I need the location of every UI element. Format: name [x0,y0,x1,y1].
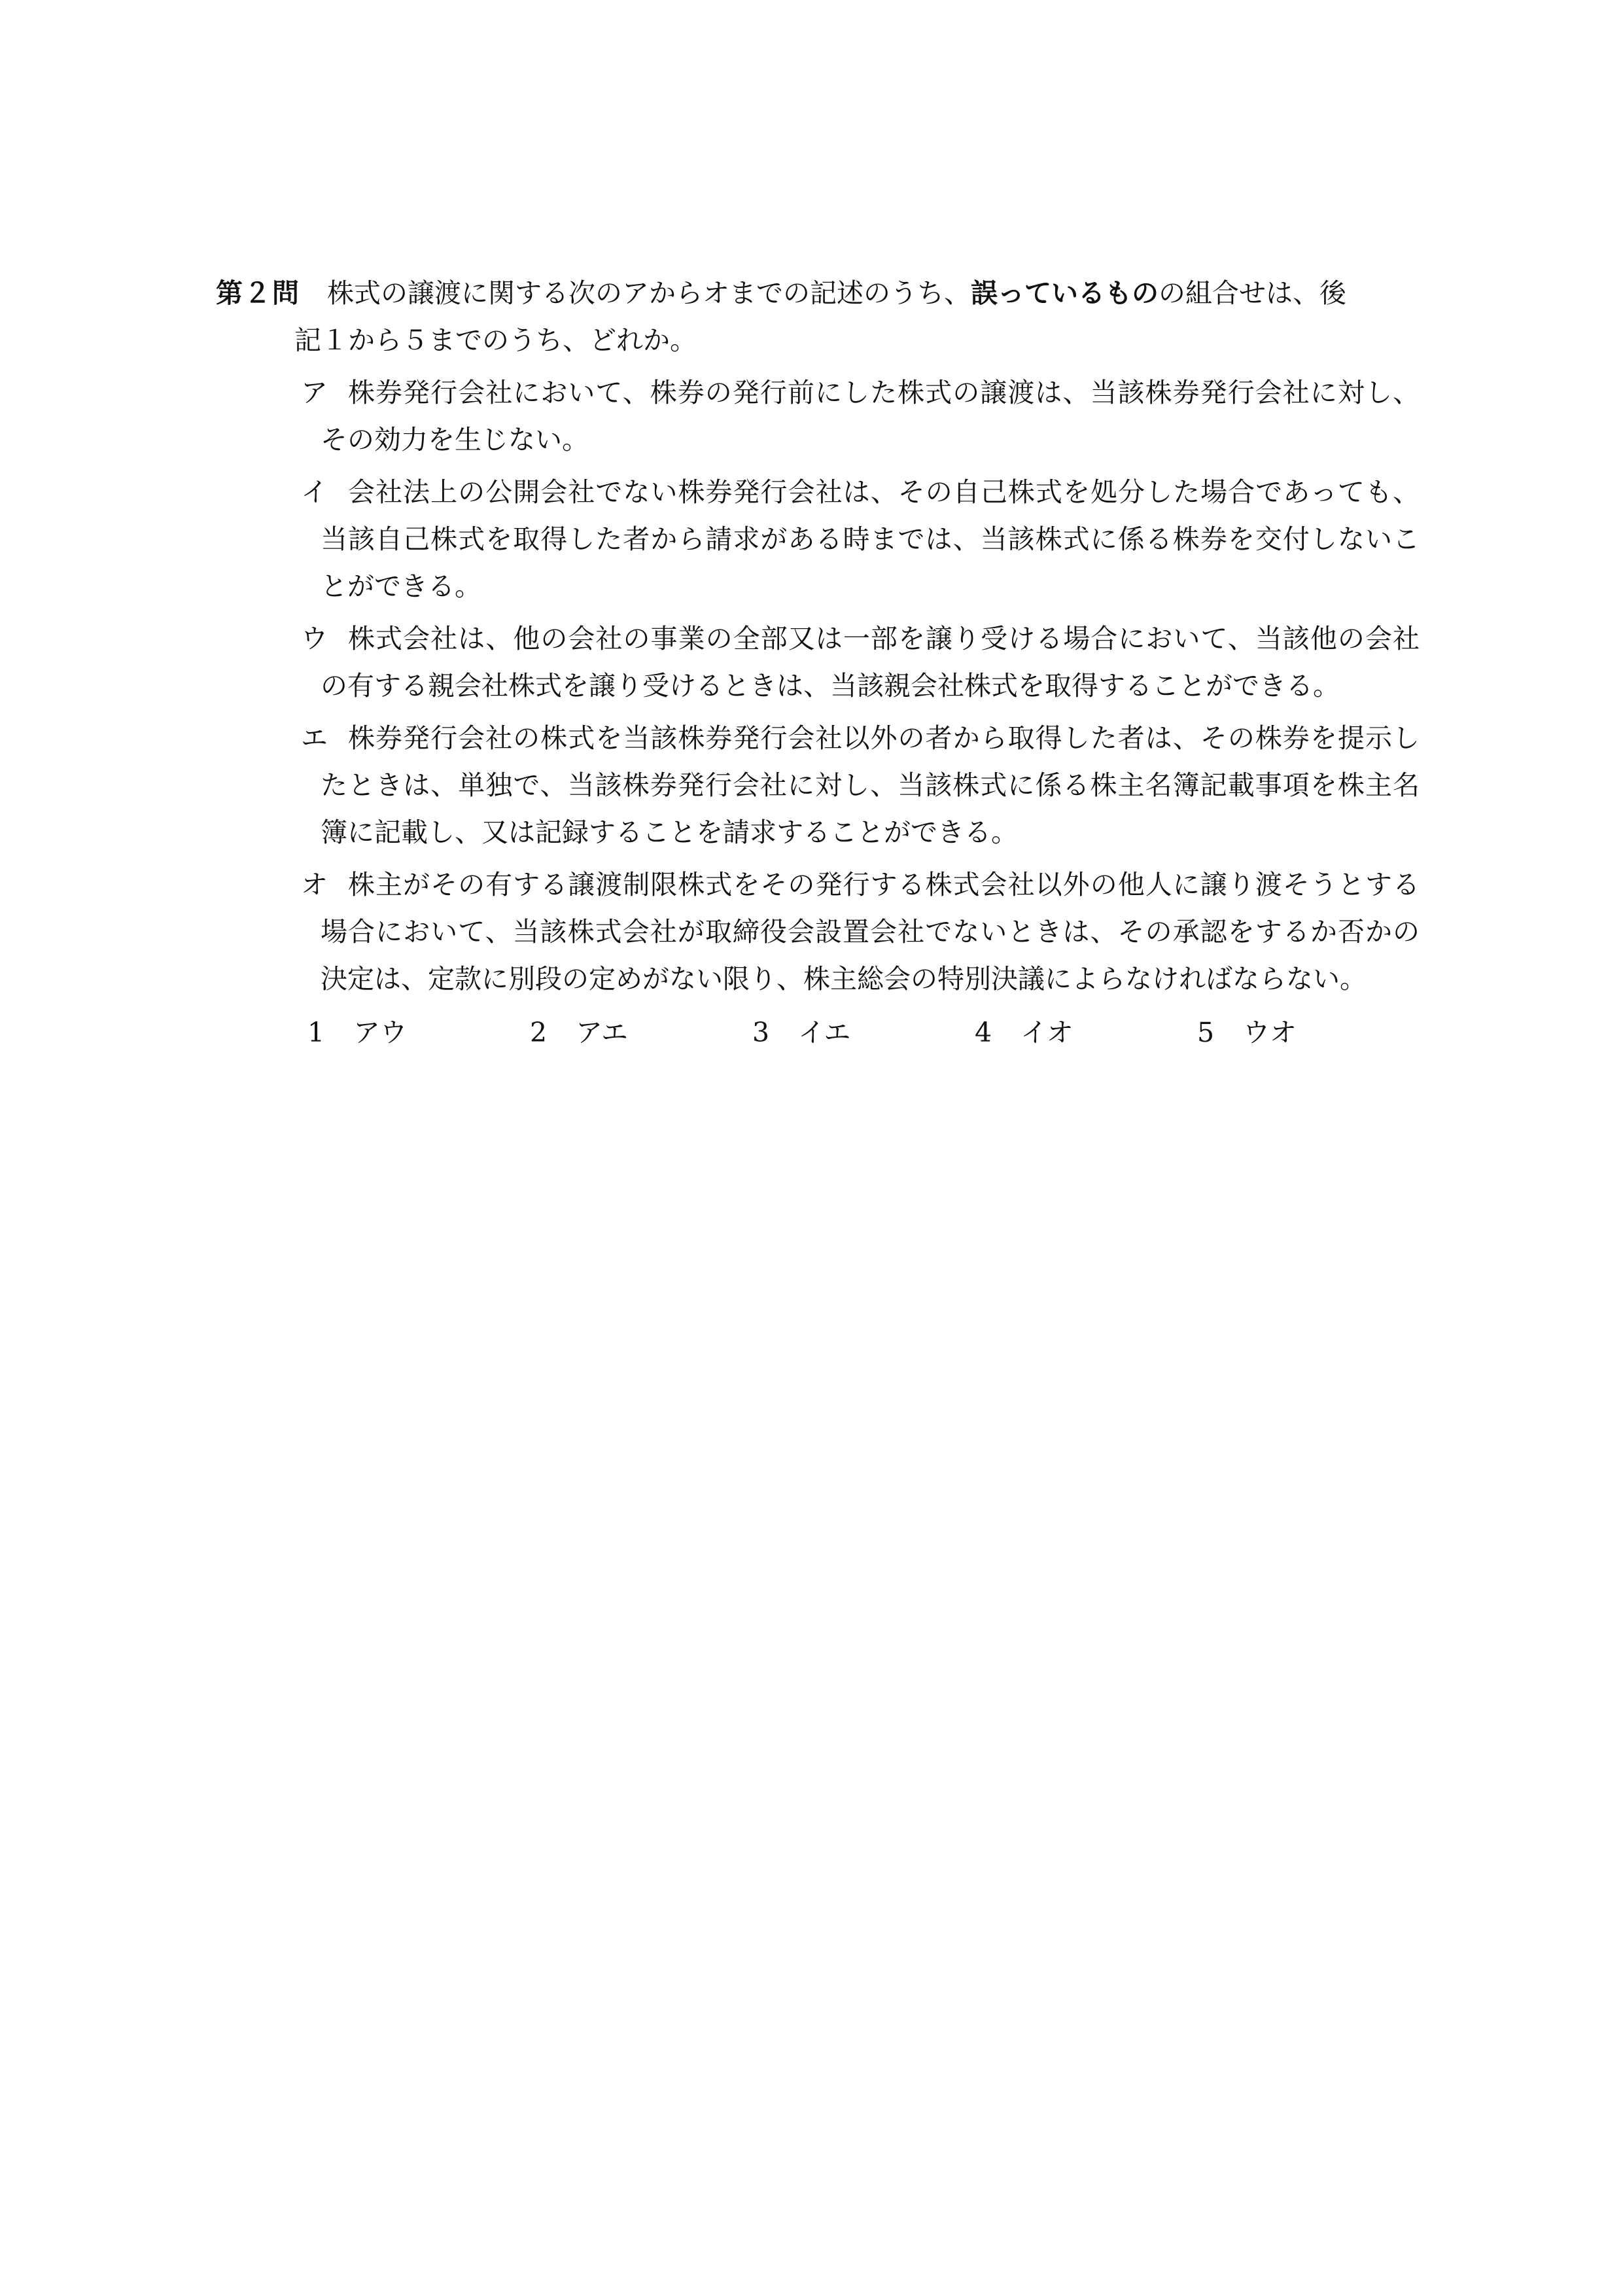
question-stem [327,270,1420,317]
statement-list [216,369,1420,1002]
statement-marker: イ [301,476,328,508]
choice-combo: アエ [576,1017,628,1048]
statement-i [216,468,1420,610]
choice-number: 2 [530,1017,548,1048]
statement-text: 株式会社は、他の会社の事業の全部又は一部を譲り受ける場合において、当該他の会社の有する親会社株式を譲り受けるときは、当該親会社株式を取得することができる。 [321,623,1420,701]
answer-choices [216,1009,1420,1056]
statement-marker: エ [301,722,328,754]
choice-4[interactable] [975,1009,1197,1056]
choice-combo: アウ [353,1017,407,1048]
statement-marker: ウ [301,623,328,654]
choice-5[interactable] [1197,1009,1420,1056]
choice-combo: イオ [1021,1017,1073,1048]
statement-a [216,369,1420,463]
choice-2[interactable] [530,1009,752,1056]
choice-number: 3 [752,1017,770,1048]
choice-combo: イエ [798,1017,851,1048]
stem-emphasis: 誤っているもの [971,277,1159,309]
statement-text: 会社法上の公開会社でない株券発行会社は、その自己株式を処分した場合であっても、当該自己株式を取得した者から請求がある時までは、当該株式に係る株券を交付しないことができる。 [321,476,1420,602]
choice-number: 1 [307,1017,325,1048]
stem-text-before: 株式の譲渡に関する次のアからオまでの記述のうち、 [327,277,971,309]
statement-u [216,615,1420,709]
choice-number: 5 [1197,1017,1215,1048]
question-stem-continued: 記１から５までのうち、どれか。 [294,325,697,356]
choice-3[interactable] [752,1009,975,1056]
question-2 [216,270,1420,1056]
statement-e [216,715,1420,856]
statement-o [216,861,1420,1002]
stem-text-after: の組合せは、後 [1159,277,1346,309]
question-number: 第２問 [216,277,300,309]
question-header [216,270,1420,317]
statement-text: 株券発行会社の株式を当該株券発行会社以外の者から取得した者は、その株券を提示したときは、単独で、当該株券発行会社に対し、当該株式に係る株主名簿記載事項を株主名簿に記載し、又は記録することを請求することができる。 [321,722,1420,848]
statement-marker: ア [301,377,328,408]
statement-text: 株券発行会社において、株券の発行前にした株式の譲渡は、当該株券発行会社に対し、その効力を生じない。 [321,377,1420,455]
statement-marker: オ [301,869,328,900]
choice-1[interactable] [307,1009,530,1056]
choice-number: 4 [975,1017,992,1048]
choice-combo: ウオ [1243,1017,1297,1048]
statement-text: 株主がその有する譲渡制限株式をその発行する株式会社以外の他人に譲り渡そうとする場合において、当該株式会社が取締役会設置会社でないときは、その承認をするか否かの決定は、定款に別段の定めがない限り、株主総会の特別決議によらなければならない。 [321,869,1420,995]
